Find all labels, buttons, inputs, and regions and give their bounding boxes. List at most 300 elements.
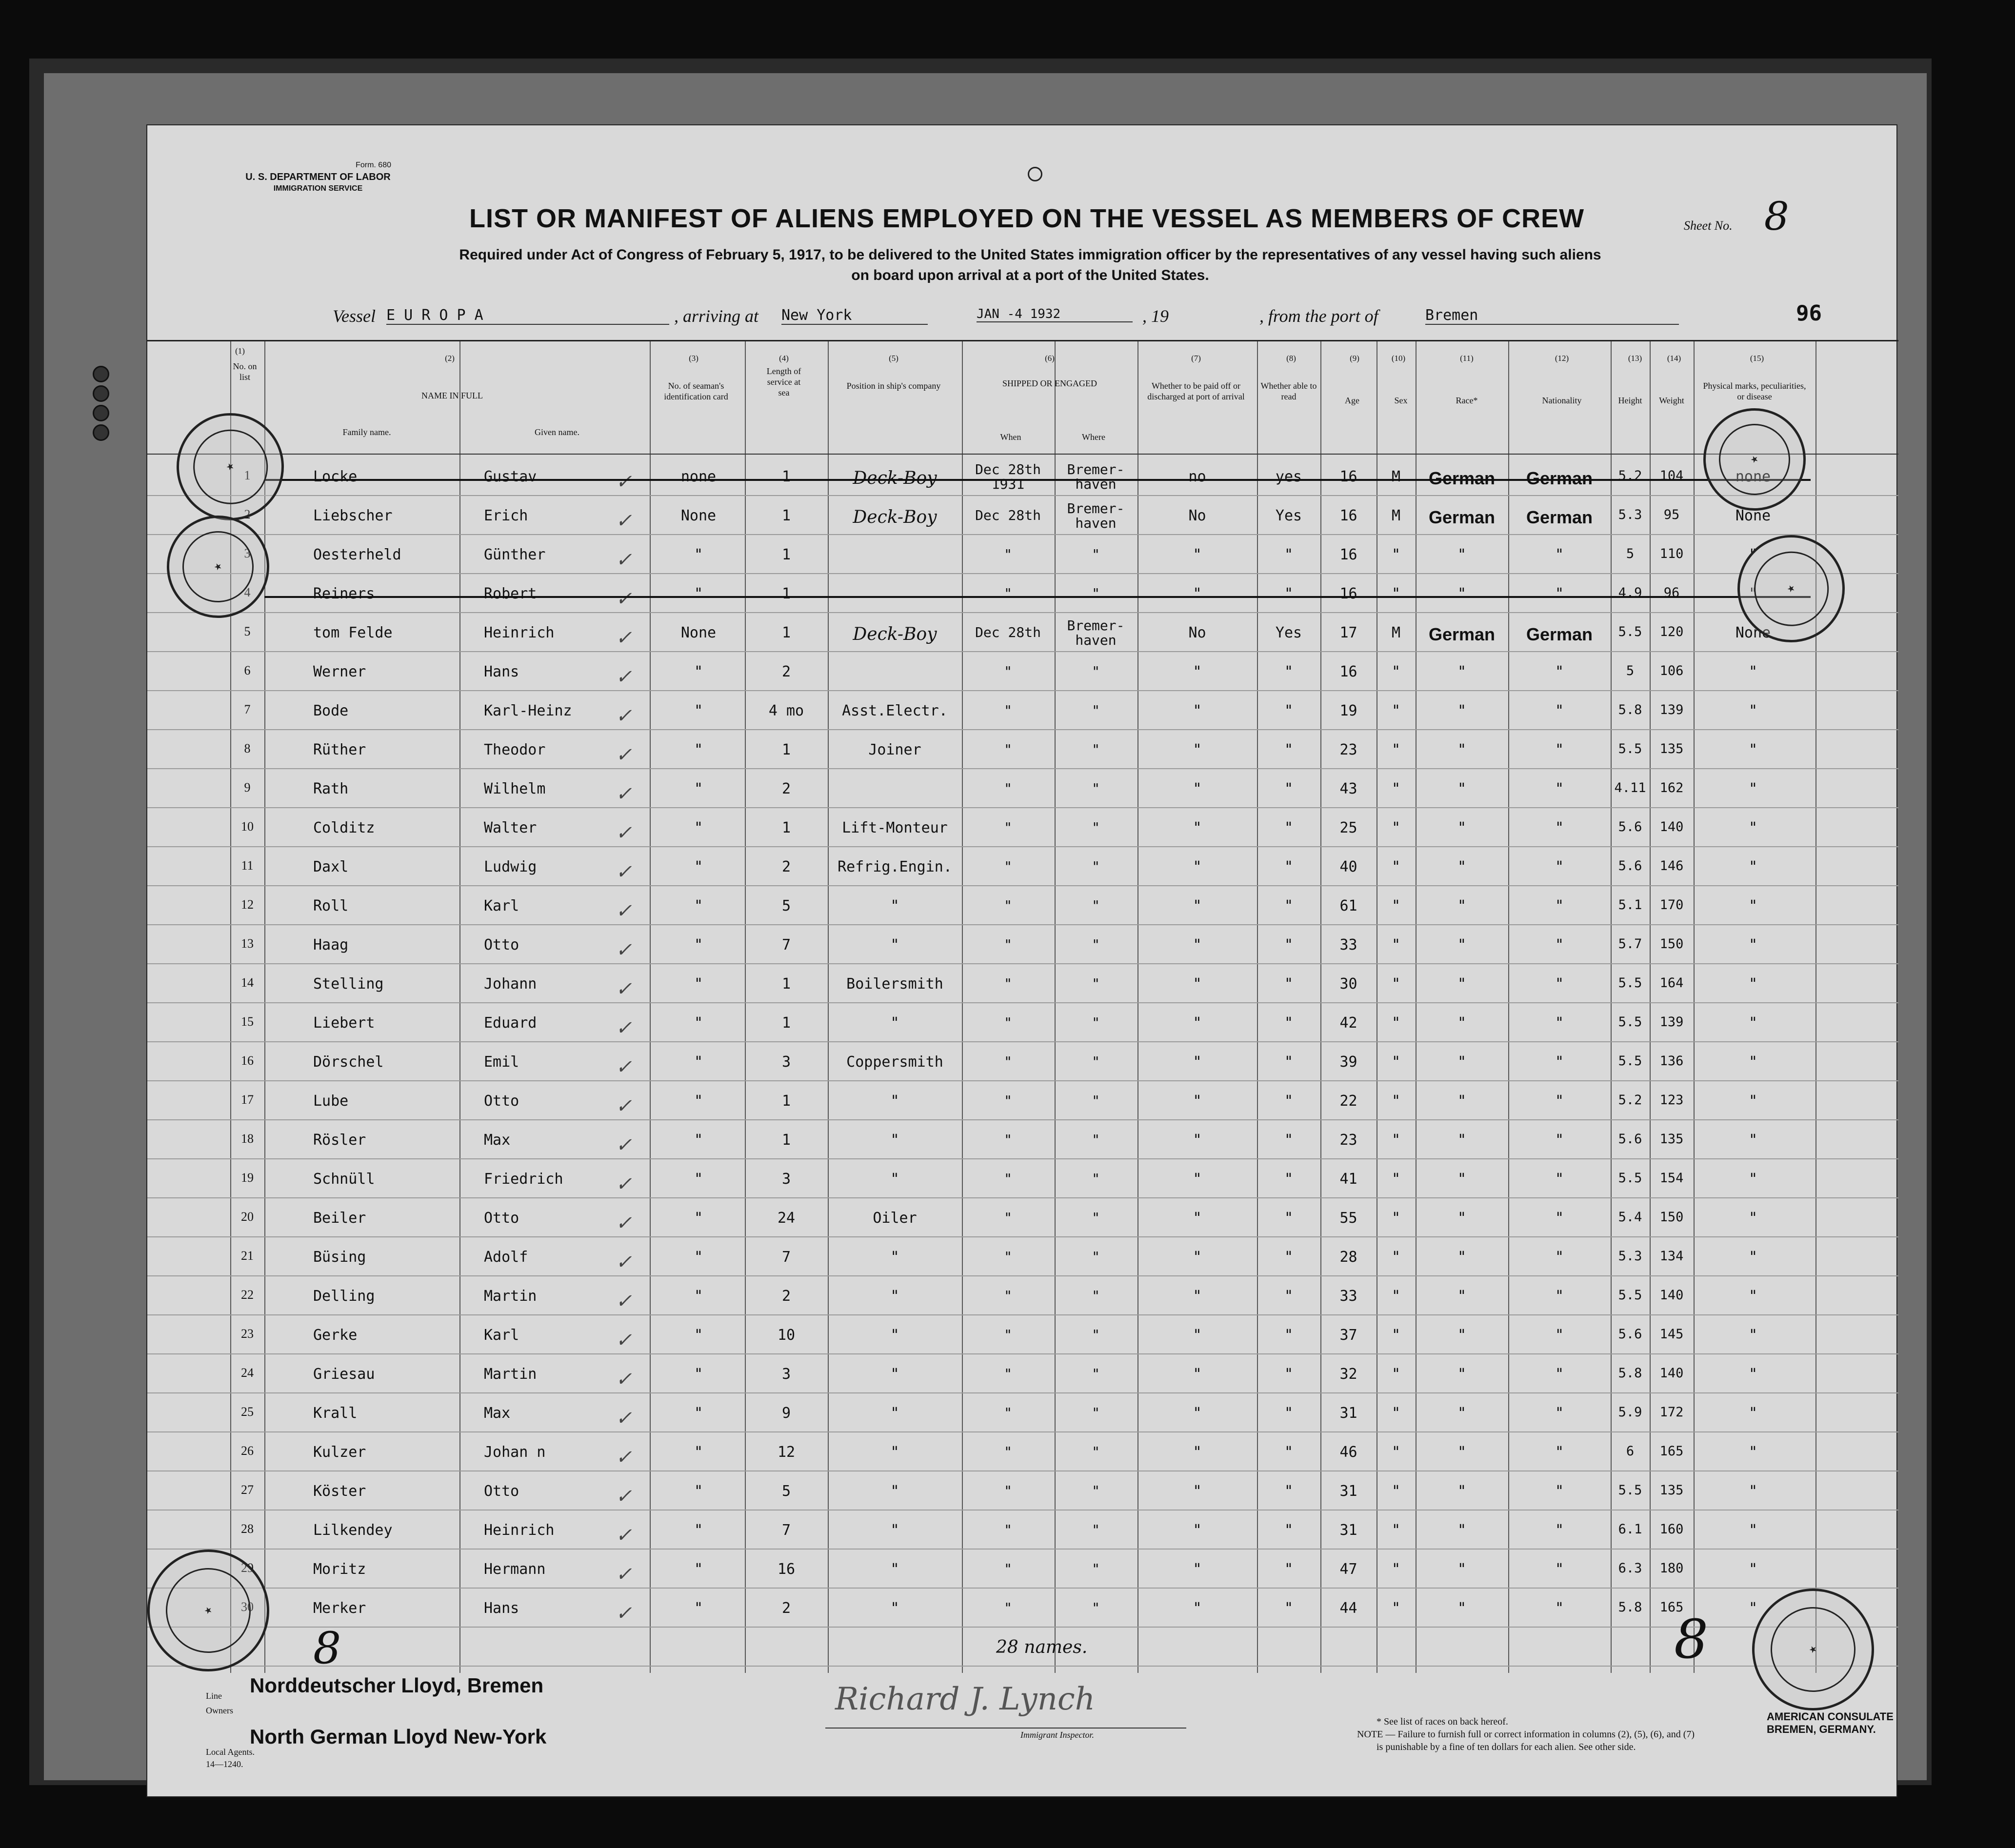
header-age: Age: [1345, 396, 1359, 405]
cell-position: ": [890, 1327, 899, 1344]
cell-read: ": [1284, 1093, 1294, 1110]
cell-position: ": [890, 1288, 899, 1305]
signature-line: [825, 1728, 1186, 1729]
cell-race: German: [1428, 624, 1496, 644]
cell-marks: ": [1748, 1014, 1758, 1032]
cell-no: 13: [241, 936, 254, 951]
cell-nat: ": [1555, 1132, 1564, 1149]
cell-height: 5.5: [1618, 1014, 1642, 1030]
cell-given: Theodor: [484, 741, 546, 758]
cell-marks: ": [1748, 1210, 1758, 1227]
cell-marks: ": [1748, 1483, 1758, 1500]
cell-nat: ": [1555, 1522, 1564, 1539]
cell-family: Stelling: [313, 975, 384, 993]
cell-given: Robert: [484, 585, 537, 602]
cell-length: 2: [781, 780, 791, 797]
cell-sex: M: [1391, 507, 1401, 524]
cell-race: ": [1457, 936, 1467, 954]
cell-card: ": [694, 1249, 703, 1266]
cell-age: 22: [1339, 1093, 1357, 1110]
cell-paid: ": [1193, 819, 1202, 836]
cell-nat: ": [1555, 1561, 1564, 1578]
cell-sex: ": [1391, 936, 1401, 954]
cell-position: ": [890, 1366, 899, 1383]
cell-family: Bode: [313, 702, 349, 719]
cell-weight: 170: [1659, 897, 1684, 913]
cell-card: None: [680, 507, 717, 524]
col-8-number: (8): [1286, 354, 1296, 363]
col-3-number: (3): [689, 354, 698, 363]
owners-name: Norddeutscher Lloyd, Bremen: [250, 1674, 544, 1697]
col-4-number: (4): [779, 354, 789, 363]
header-position: Position in ship's company: [846, 381, 941, 391]
cell-when: Dec 28th 1931: [975, 461, 1041, 492]
cell-age: 55: [1339, 1210, 1357, 1227]
check-mark-icon: ✓: [616, 1290, 632, 1312]
cell-paid: ": [1193, 1522, 1202, 1539]
cell-marks: ": [1748, 1288, 1758, 1305]
cell-length: 2: [781, 1288, 791, 1305]
arrival-date: JAN -4 1932: [977, 307, 1133, 322]
cell-marks: ": [1748, 1522, 1758, 1539]
cell-no: 27: [241, 1483, 254, 1497]
cell-marks: ": [1748, 1132, 1758, 1149]
cell-age: 16: [1339, 468, 1357, 485]
cell-card: None: [680, 624, 717, 641]
cell-nat: ": [1555, 1483, 1564, 1500]
cell-height: 5.5: [1618, 1483, 1642, 1498]
cell-race: German: [1428, 468, 1496, 488]
cell-no: 6: [244, 663, 251, 677]
cell-sex: ": [1391, 1171, 1401, 1188]
cell-race: ": [1457, 975, 1467, 993]
cell-when: ": [1004, 585, 1012, 601]
cell-no: 20: [241, 1210, 254, 1224]
cell-height: 5.4: [1618, 1210, 1642, 1225]
cell-read: ": [1284, 1249, 1294, 1266]
cell-marks: ": [1748, 1171, 1758, 1188]
cell-race: ": [1457, 1405, 1467, 1422]
inspector-signature-block: [825, 1681, 1196, 1749]
header-length-service: Length of service at sea: [766, 366, 801, 397]
cell-paid: no: [1188, 468, 1206, 485]
row-rule: [147, 1431, 1898, 1432]
cell-marks: ": [1748, 1561, 1758, 1578]
cell-card: ": [694, 663, 703, 680]
cell-family: Locke: [313, 468, 358, 485]
cell-when: ": [1004, 546, 1012, 562]
cell-given: Heinrich: [484, 624, 555, 641]
cell-read: ": [1284, 1405, 1294, 1422]
cell-nat: ": [1555, 741, 1564, 758]
cell-where: ": [1092, 1288, 1100, 1304]
cell-length: 1: [781, 468, 791, 485]
cell-given: Martin: [484, 1288, 537, 1305]
row-rule: [147, 1549, 1898, 1550]
cell-weight: 139: [1659, 702, 1684, 717]
cell-paid: ": [1193, 1171, 1202, 1188]
cell-no: 1: [244, 468, 251, 482]
cell-marks: None: [1735, 624, 1771, 641]
cell-paid: ": [1193, 1288, 1202, 1305]
cell-where: Bremer-haven: [1067, 500, 1125, 531]
cell-height: 5.5: [1618, 1288, 1642, 1303]
row-rule: [147, 1002, 1898, 1003]
cell-nat: ": [1555, 1327, 1564, 1344]
cell-marks: ": [1748, 702, 1758, 719]
cell-where: ": [1092, 1132, 1100, 1148]
cell-given: Otto: [484, 1483, 519, 1500]
row-rule: [147, 1080, 1898, 1081]
cell-age: 19: [1339, 702, 1357, 719]
cell-nat: ": [1555, 780, 1564, 797]
cell-race: ": [1457, 1014, 1467, 1032]
cell-height: 5: [1626, 663, 1635, 678]
note-fine: is punishable by a fine of ten dollars for each alien. See other side.: [1377, 1742, 1636, 1752]
col-7-number: (7): [1191, 354, 1201, 363]
column-divider: [745, 341, 746, 1673]
cell-nat: ": [1555, 1249, 1564, 1266]
cell-card: ": [694, 1366, 703, 1383]
cell-no: 26: [241, 1444, 254, 1458]
column-divider: [1137, 341, 1138, 1673]
cell-paid: ": [1193, 1093, 1202, 1110]
cell-length: 1: [781, 741, 791, 758]
cell-height: 5.5: [1618, 624, 1642, 639]
cell-read: ": [1284, 1288, 1294, 1305]
cell-given: Ludwig: [484, 858, 537, 875]
cell-age: 23: [1339, 741, 1357, 758]
cell-nat: ": [1555, 819, 1564, 836]
cell-nat: ": [1555, 1093, 1564, 1110]
cell-family: Daxl: [313, 858, 349, 875]
cell-sex: ": [1391, 1561, 1401, 1578]
row-rule: [147, 1197, 1898, 1198]
cell-paid: ": [1193, 858, 1202, 875]
cell-race: ": [1457, 1210, 1467, 1227]
cell-position: Coppersmith: [846, 1053, 943, 1071]
cell-position: ": [890, 1171, 899, 1188]
cell-card: ": [694, 780, 703, 797]
cell-family: Büsing: [313, 1249, 366, 1266]
cell-race: ": [1457, 897, 1467, 914]
cell-given: Hans: [484, 663, 519, 680]
cell-marks: ": [1748, 1249, 1758, 1266]
cell-when: ": [1004, 1288, 1012, 1304]
cell-marks: ": [1748, 546, 1758, 563]
cell-given: Hans: [484, 1600, 519, 1617]
cell-no: 12: [241, 897, 254, 912]
cell-nat: German: [1526, 624, 1593, 644]
cell-position: Refrig.Engin.: [838, 858, 952, 875]
cell-paid: ": [1193, 1014, 1202, 1032]
cell-weight: 110: [1659, 546, 1684, 561]
crew-table: [147, 340, 1898, 1673]
cell-height: 5.8: [1618, 1366, 1642, 1381]
cell-age: 33: [1339, 936, 1357, 954]
row-rule: [147, 1236, 1898, 1237]
header-nationality: Nationality: [1542, 396, 1582, 405]
cell-sex: ": [1391, 663, 1401, 680]
cell-sex: ": [1391, 1093, 1401, 1110]
header-where: Where: [1082, 432, 1105, 442]
cell-age: 43: [1339, 780, 1357, 797]
cell-no: 19: [241, 1171, 254, 1185]
cell-paid: No: [1188, 624, 1206, 641]
cell-family: Kulzer: [313, 1444, 366, 1461]
cell-where: ": [1092, 1249, 1100, 1265]
owners-label: Owners: [206, 1706, 233, 1715]
cell-where: ": [1092, 1014, 1100, 1031]
column-divider: [1694, 341, 1695, 1673]
col-14-number: (14): [1667, 354, 1681, 363]
cell-weight: 139: [1659, 1014, 1684, 1030]
eagle-seal-icon: ★: [152, 1554, 264, 1667]
cell-paid: ": [1193, 741, 1202, 758]
cell-read: ": [1284, 780, 1294, 797]
cell-sex: ": [1391, 1366, 1401, 1383]
cell-height: 5.5: [1618, 975, 1642, 991]
cell-family: Griesau: [313, 1366, 375, 1383]
row-rule: [147, 495, 1898, 496]
cell-height: 5.9: [1618, 1405, 1642, 1420]
cell-marks: ": [1748, 585, 1758, 602]
row-rule: [147, 534, 1898, 535]
col-5-number: (5): [889, 354, 898, 363]
check-mark-icon: ✓: [616, 1368, 632, 1391]
cell-when: ": [1004, 858, 1012, 874]
cell-when: ": [1004, 780, 1012, 796]
cell-no: 2: [244, 507, 251, 521]
cell-nat: ": [1555, 1210, 1564, 1227]
cell-where: ": [1092, 1327, 1100, 1343]
cell-race: German: [1428, 507, 1496, 527]
arriving-port: New York: [781, 307, 928, 325]
cell-when: ": [1004, 1132, 1012, 1148]
row-rule: [147, 1041, 1898, 1042]
cell-height: 6: [1626, 1444, 1635, 1459]
header-name-in-full: NAME IN FULL: [421, 391, 483, 400]
cell-card: ": [694, 546, 703, 563]
cell-read: ": [1284, 741, 1294, 758]
from-port-label: , from the port of: [1259, 306, 1378, 326]
cell-length: 16: [777, 1561, 796, 1578]
cell-length: 1: [781, 507, 791, 524]
cell-race: ": [1457, 858, 1467, 875]
cell-weight: 172: [1659, 1405, 1684, 1420]
cell-race: ": [1457, 1444, 1467, 1461]
year-label: , 19: [1142, 306, 1169, 326]
cell-read: ": [1284, 546, 1294, 563]
cell-length: 2: [781, 663, 791, 680]
cell-nat: ": [1555, 1014, 1564, 1032]
cell-sex: ": [1391, 1522, 1401, 1539]
cell-position: Joiner: [868, 741, 921, 758]
cell-position: ": [890, 1249, 899, 1266]
row-rule: [147, 807, 1898, 808]
cell-length: 1: [781, 585, 791, 602]
cell-sex: ": [1391, 1249, 1401, 1266]
vessel-name: E U R O P A: [386, 307, 669, 325]
cell-length: 5: [781, 1483, 791, 1500]
cell-paid: ": [1193, 975, 1202, 993]
check-mark-icon: ✓: [616, 978, 632, 1000]
cell-where: ": [1092, 1171, 1100, 1187]
cell-no: 4: [244, 585, 251, 599]
cell-family: Köster: [313, 1483, 366, 1500]
cell-given: Otto: [484, 1093, 519, 1110]
cell-sex: ": [1391, 1327, 1401, 1344]
col-11-number: (11): [1460, 354, 1474, 363]
cell-race: ": [1457, 1093, 1467, 1110]
row-rule: [147, 1158, 1898, 1159]
cell-length: 3: [781, 1171, 791, 1188]
cell-weight: 150: [1659, 936, 1684, 952]
cell-read: ": [1284, 819, 1294, 836]
cell-age: 31: [1339, 1522, 1357, 1539]
cell-position: ": [890, 1444, 899, 1461]
cell-card: ": [694, 1171, 703, 1188]
cell-paid: ": [1193, 702, 1202, 719]
cell-where: ": [1092, 1405, 1100, 1421]
cell-position: ": [890, 1600, 899, 1617]
cell-height: 5.3: [1618, 1249, 1642, 1264]
left-handwritten-count: 8: [313, 1623, 341, 1674]
cell-sex: ": [1391, 897, 1401, 914]
cell-read: ": [1284, 663, 1294, 680]
cell-race: ": [1457, 546, 1467, 563]
cell-position: ": [890, 1522, 899, 1539]
cell-age: 30: [1339, 975, 1357, 993]
cell-read: ": [1284, 1171, 1294, 1188]
cell-given: Walter: [484, 819, 537, 836]
cell-marks: ": [1748, 1444, 1758, 1461]
row-rule: [147, 651, 1898, 652]
cell-card: ": [694, 702, 703, 719]
cell-sex: ": [1391, 1288, 1401, 1305]
line-label: Line: [206, 1691, 222, 1701]
cell-card: ": [694, 1210, 703, 1227]
row-rule: [147, 1470, 1898, 1471]
strikethrough-line: [264, 479, 1811, 481]
cell-weight: 135: [1659, 1483, 1684, 1498]
cell-marks: ": [1748, 1093, 1758, 1110]
cell-height: 5.7: [1618, 936, 1642, 952]
cell-length: 24: [777, 1210, 796, 1227]
cell-height: 5.3: [1618, 507, 1642, 522]
cell-marks: ": [1748, 1600, 1758, 1617]
cell-race: ": [1457, 1249, 1467, 1266]
cell-marks: ": [1748, 780, 1758, 797]
cell-read: ": [1284, 975, 1294, 993]
row-rule: [147, 1275, 1898, 1276]
header-id-card: No. of seaman's identification card: [664, 381, 728, 401]
cell-age: 17: [1339, 624, 1357, 641]
col-13-number: (13): [1628, 354, 1642, 363]
cell-when: ": [1004, 1444, 1012, 1460]
binder-hole: [93, 385, 109, 402]
cell-read: ": [1284, 1327, 1294, 1344]
check-mark-icon: ✓: [616, 900, 632, 922]
row-rule: [147, 768, 1898, 769]
row-rule: [147, 963, 1898, 964]
cell-sex: ": [1391, 546, 1401, 563]
cell-when: ": [1004, 1405, 1012, 1421]
cell-family: Rath: [313, 780, 349, 797]
cell-no: 18: [241, 1132, 254, 1146]
cell-card: ": [694, 1483, 703, 1500]
cell-when: ": [1004, 1600, 1012, 1616]
col-10-number: (10): [1391, 354, 1406, 363]
binder-hole: [93, 366, 109, 382]
check-mark-icon: ✓: [616, 1329, 632, 1351]
cell-position: ": [890, 1132, 899, 1149]
cell-when: ": [1004, 702, 1012, 718]
cell-weight: 96: [1663, 585, 1680, 600]
cell-height: 5: [1626, 546, 1635, 561]
footer-notes: [1357, 1715, 1845, 1753]
agents-name: North German Lloyd New-York: [250, 1725, 547, 1748]
cell-length: 5: [781, 897, 791, 914]
cell-where: Bremer-haven: [1067, 461, 1125, 492]
cell-nat: ": [1555, 585, 1564, 602]
cell-given: Johann: [484, 975, 537, 993]
cell-when: ": [1004, 1093, 1012, 1109]
cell-family: Dörschel: [313, 1053, 384, 1071]
cell-family: Rösler: [313, 1132, 366, 1149]
cell-age: 31: [1339, 1483, 1357, 1500]
cell-where: ": [1092, 702, 1100, 718]
cell-given: Max: [484, 1405, 511, 1422]
cell-sex: ": [1391, 1600, 1401, 1617]
check-mark-icon: ✓: [616, 471, 632, 493]
cell-family: tom Felde: [313, 624, 393, 641]
check-mark-icon: ✓: [616, 1407, 632, 1430]
cell-no: 15: [241, 1014, 254, 1029]
col-2-number: (2): [445, 354, 455, 363]
cell-read: ": [1284, 936, 1294, 954]
cell-card: ": [694, 741, 703, 758]
cell-marks: none: [1735, 468, 1771, 485]
cell-age: 32: [1339, 1366, 1357, 1383]
row-rule: [147, 1588, 1898, 1589]
cell-when: ": [1004, 663, 1012, 679]
cell-where: ": [1092, 1522, 1100, 1538]
cell-family: Beiler: [313, 1210, 366, 1227]
cell-paid: ": [1193, 1561, 1202, 1578]
cell-marks: ": [1748, 975, 1758, 993]
cell-height: 4.11: [1614, 780, 1646, 795]
eagle-seal-icon: ★: [1756, 1593, 1869, 1706]
cell-read: ": [1284, 1014, 1294, 1032]
cell-marks: ": [1748, 741, 1758, 758]
cell-read: ": [1284, 702, 1294, 719]
cell-paid: ": [1193, 1132, 1202, 1149]
cell-card: ": [694, 1561, 703, 1578]
cell-position: Asst.Electr.: [842, 702, 948, 719]
check-mark-icon: ✓: [616, 549, 632, 571]
row-rule: [147, 1392, 1898, 1393]
cell-age: 33: [1339, 1288, 1357, 1305]
cell-card: ": [694, 1132, 703, 1149]
cell-length: 1: [781, 1093, 791, 1110]
cell-weight: 140: [1659, 1288, 1684, 1303]
cell-given: Emil: [484, 1053, 519, 1071]
cell-age: 16: [1339, 546, 1357, 563]
cell-sex: ": [1391, 1053, 1401, 1071]
cell-no: 17: [241, 1093, 254, 1107]
cell-weight: 140: [1659, 819, 1684, 835]
